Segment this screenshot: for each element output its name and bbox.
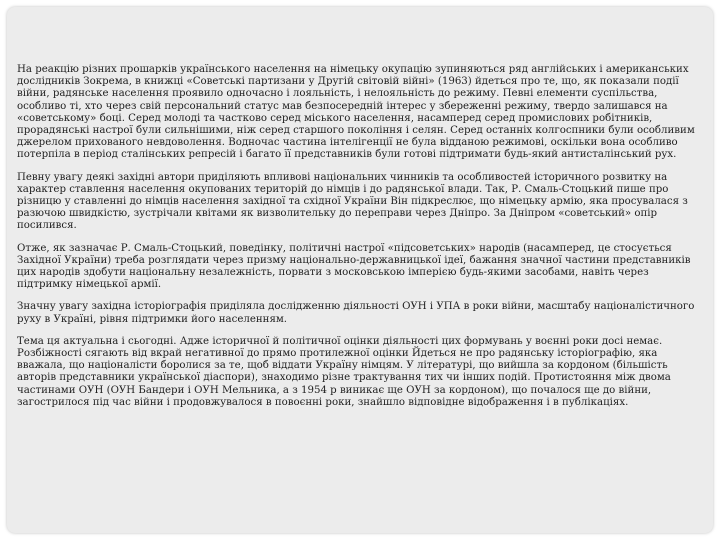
- paragraph-reaction: На реакцію різних прошарків українського населення на німецьку окупацію зупиняються ряд англійських і американських дослідників Зокрема, в книжці «Советські партизани у Другій світовій війні» (1963) йдеться про те, що, як показали події війни, радянське населення проявило одночасно і лояльність, і нелояльність до режиму. Певні елементи суспільства, особливо ті, хто через свій персональний статус мав безпосередній інтерес у збереженні режиму, твердо залишався на «советському» боці. Серед молоді та частково серед міського населення, насамперед серед промислових робітників, прорадянські настрої були сильнішими, ніж серед старшого покоління і селян. Серед останніх колгоспники були особливим джерелом прихованого невдоволення. Водночас частина інтелігенції не була відданою режимові, оскільки вона особливо потерпіла в період сталінських репресій і багато її представників були готові підтримати будь-який антисталінський рух.: [17, 64, 695, 161]
- paragraph-national-factors: Певну увагу деякі західні автори приділяють впливові національних чинників та особливостей історичного розвитку на характер ставлення населення окупованих територій до німців і до радянської влади. Так, Р. Смаль-Стоцький пише про різницю у ставленні до німців населення західної та східної України Він підкреслює, що німецьку армію, яка просувалася з разючою швидкістю, зустрічали квітами як визволительку до переправи через Дніпро. За Дніпром «советський» опір посилився.: [17, 171, 688, 232]
- paragraph-topic-relevance: Тема ця актуальна і сьогодні. Адже історичної й політичної оцінки діяльності цих формувань у воєнні роки досі немає. Розбіжності сягають від вкрай негативної до прямо протилежної оцінки Йдеться не про радянську історіографію, яка вважала, що націоналісти боролися за те, щоб віддати Україну німцям. У літературі, що вийшла за кордоном (більшість авторів представники української діаспори), знаходимо різне трактування тих чи інших подій. Протистояння між двома частинами ОУН (ОУН Бандери і ОУН Мельника, а з 1954 р виникає ще ОУН за кордоном), що почалося ще до війни, загострилося під час війни і продовжувалося в повоєнні роки, знайшло відповідне відображення і в публікаціях.: [17, 335, 671, 408]
- slide: [7, 7, 713, 533]
- paragraph-smal-stotsky: Отже, як зазначає Р. Смаль-Стоцький, поведінку, політичні настрої «підсоветських» народів (насамперед, це стосується Західної України) треба розглядати через призму національно-державницької ідеї, бажання значної частини представників цих народів здобути національну незалежність, порвати з московською імперією будь-якими засобами, навіть через підтримку німецької армії.: [17, 242, 691, 291]
- paragraph-oun-upa: Значну увагу західна історіографія приділяла дослідженню діяльності ОУН і УПА в роки війни, масштабу націоналістичного руху в Україні, рівня підтримки його населенням.: [17, 301, 695, 325]
- text-body: [17, 64, 701, 419]
